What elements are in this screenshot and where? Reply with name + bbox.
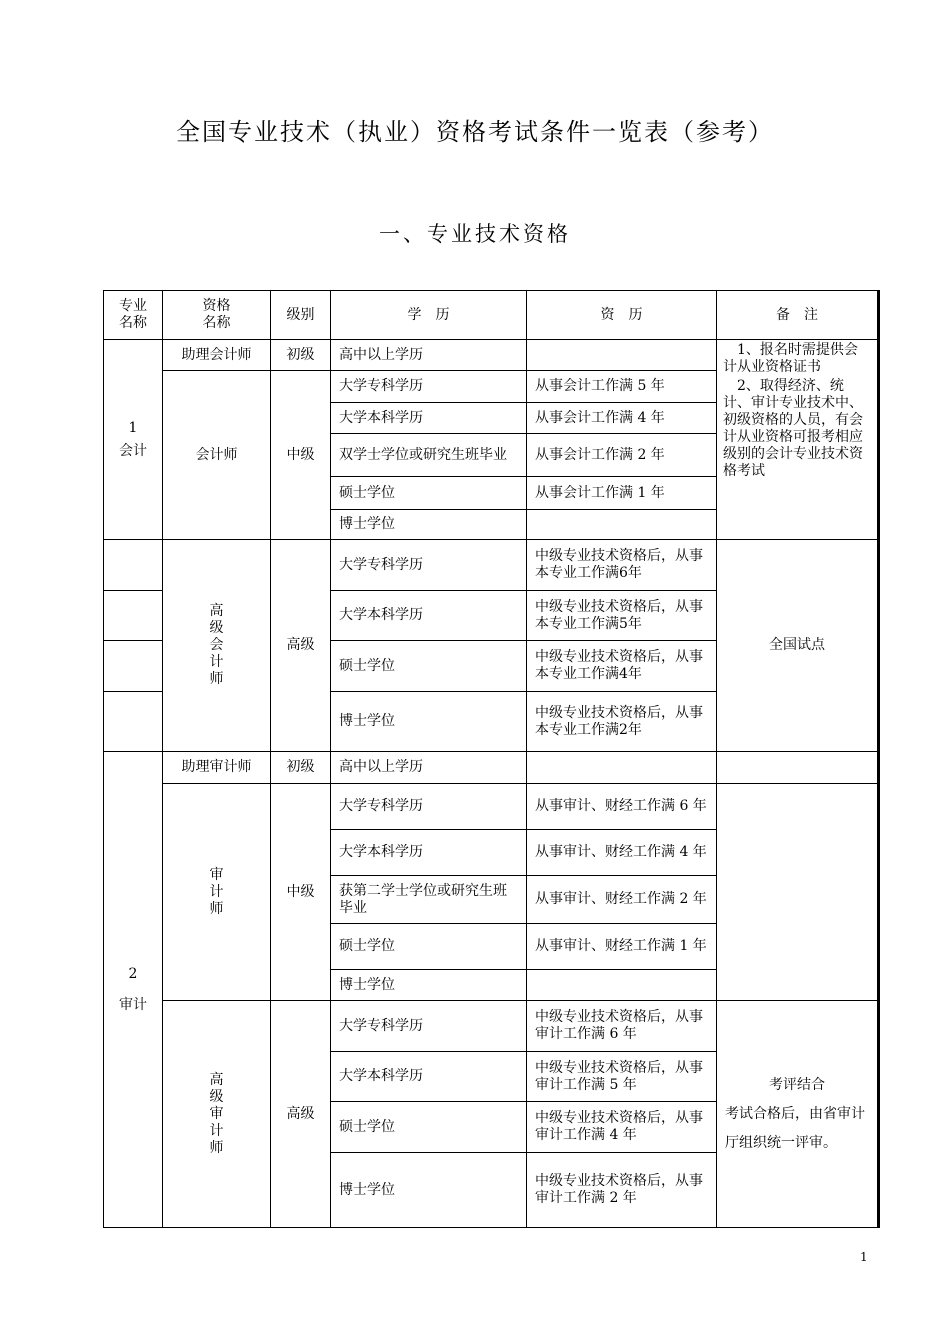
major-audit: 2 审计 (104, 752, 163, 1228)
table-row (104, 340, 879, 371)
exp-cell: 中级专业技术资格后，从事 审计工作满 5 年 (527, 1052, 717, 1102)
exp-cell: 从事会计工作满 1 年 (527, 477, 717, 510)
edu-cell: 硕士学位 (331, 477, 527, 510)
table-row (104, 1001, 879, 1052)
major-accounting: 1 会计 (104, 340, 163, 540)
header-education: 学 历 (331, 291, 527, 340)
table-row (104, 752, 879, 784)
exp-cell: 中级专业技术资格后，从事 本专业工作满6年 (527, 540, 717, 591)
page-number: 1 (860, 1250, 868, 1264)
exp-cell: 从事审计、财经工作满 6 年 (527, 784, 717, 830)
edu-cell: 博士学位 (331, 692, 527, 752)
edu-cell: 博士学位 (331, 970, 527, 1001)
edu-cell: 博士学位 (331, 510, 527, 540)
exp-cell: 从事会计工作满 2 年 (527, 434, 717, 477)
level-cell: 高级 (271, 1001, 331, 1228)
empty-note-cell (717, 784, 879, 1001)
edu-cell: 高中以上学历 (331, 752, 527, 784)
exp-cell: 从事审计、财经工作满 2 年 (527, 876, 717, 924)
level-cell: 高级 (271, 540, 331, 752)
edu-cell: 大学本科学历 (331, 591, 527, 641)
table-row (104, 784, 879, 830)
edu-cell: 大学专科学历 (331, 1001, 527, 1052)
edu-cell: 高中以上学历 (331, 340, 527, 371)
edu-cell: 硕士学位 (331, 924, 527, 970)
exp-cell (527, 510, 717, 540)
edu-cell: 博士学位 (331, 1153, 527, 1228)
edu-cell: 双学士学位或研究生班毕业 (331, 434, 527, 477)
header-qualification: 资格 名称 (163, 291, 271, 340)
qualification-table (103, 290, 880, 1228)
level-cell: 初级 (271, 752, 331, 784)
senior-auditor-note: 考评结合 考试合格后，由省审计厅组织统一评审。 (717, 1001, 879, 1228)
edu-cell: 大学本科学历 (331, 403, 527, 434)
table-header-row (104, 291, 879, 340)
edu-cell: 大学专科学历 (331, 371, 527, 403)
exp-cell: 中级专业技术资格后，从事 审计工作满 2 年 (527, 1153, 717, 1228)
level-cell: 中级 (271, 784, 331, 1001)
exp-cell (527, 340, 717, 371)
edu-cell: 大学专科学历 (331, 784, 527, 830)
exp-cell: 中级专业技术资格后，从事 审计工作满 4 年 (527, 1102, 717, 1153)
qual-assistant-accountant: 助理会计师 (163, 340, 271, 371)
level-cell: 初级 (271, 340, 331, 371)
qual-assistant-auditor: 助理审计师 (163, 752, 271, 784)
empty-major-cell (104, 692, 163, 752)
exp-cell: 从事审计、财经工作满 1 年 (527, 924, 717, 970)
exp-cell: 从事会计工作满 4 年 (527, 403, 717, 434)
header-notes: 备 注 (717, 291, 879, 340)
header-experience: 资 历 (527, 291, 717, 340)
exp-cell: 中级专业技术资格后，从事 本专业工作满2年 (527, 692, 717, 752)
accounting-notes: 1、报名时需提供会计从业资格证书 2、取得经济、统计、审计专业技术中、初级资格的人员，有会计从业资格可报考相应级别的会计专业技术资格考试 (717, 340, 879, 540)
edu-cell: 大学本科学历 (331, 1052, 527, 1102)
senior-accountant-note: 全国试点 (717, 540, 879, 752)
qual-accountant: 会计师 (163, 371, 271, 540)
exp-cell (527, 970, 717, 1001)
empty-note-cell (717, 752, 879, 784)
qual-auditor: 审 计 师 (163, 784, 271, 1001)
empty-major-cell (104, 540, 163, 591)
edu-cell: 硕士学位 (331, 641, 527, 692)
table-row (104, 540, 879, 591)
empty-major-cell (104, 591, 163, 641)
exp-cell: 中级专业技术资格后，从事 本专业工作满4年 (527, 641, 717, 692)
edu-cell: 大学本科学历 (331, 830, 527, 876)
document-title: 全国专业技术（执业）资格考试条件一览表（参考） (176, 118, 774, 146)
edu-cell: 硕士学位 (331, 1102, 527, 1153)
edu-cell: 大学专科学历 (331, 540, 527, 591)
level-cell: 中级 (271, 371, 331, 540)
exp-cell: 从事会计工作满 5 年 (527, 371, 717, 403)
header-major: 专业 名称 (104, 291, 163, 340)
header-level: 级别 (271, 291, 331, 340)
exp-cell: 中级专业技术资格后，从事 本专业工作满5年 (527, 591, 717, 641)
exp-cell: 中级专业技术资格后，从事 审计工作满 6 年 (527, 1001, 717, 1052)
qual-senior-auditor: 高 级 审 计 师 (163, 1001, 271, 1228)
empty-major-cell (104, 641, 163, 692)
section-heading: 一、专业技术资格 (379, 222, 571, 246)
edu-cell: 获第二学士学位或研究生班毕业 (331, 876, 527, 924)
exp-cell: 从事审计、财经工作满 4 年 (527, 830, 717, 876)
exp-cell (527, 752, 717, 784)
qual-senior-accountant: 高 级 会 计 师 (163, 540, 271, 752)
